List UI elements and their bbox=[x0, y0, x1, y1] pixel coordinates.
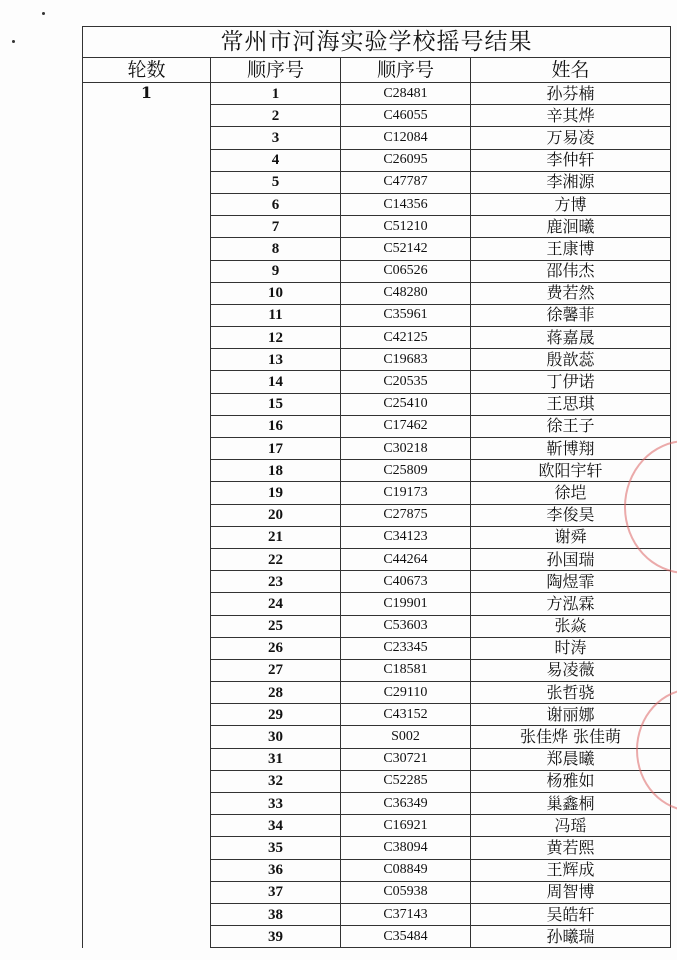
student-name: 万易凌 bbox=[471, 127, 671, 149]
student-name: 张佳烨 张佳萌 bbox=[471, 726, 671, 748]
student-name: 徐王子 bbox=[471, 415, 671, 437]
student-name: 张焱 bbox=[471, 615, 671, 637]
student-name: 张哲骁 bbox=[471, 682, 671, 704]
student-name: 吴皓轩 bbox=[471, 903, 671, 925]
sequence-number: 2 bbox=[211, 105, 341, 127]
lottery-code: C42125 bbox=[341, 327, 471, 349]
student-name: 易凌薇 bbox=[471, 659, 671, 681]
lottery-code: C48280 bbox=[341, 282, 471, 304]
lottery-code: C08849 bbox=[341, 859, 471, 881]
student-name: 巢鑫桐 bbox=[471, 793, 671, 815]
sequence-number: 15 bbox=[211, 393, 341, 415]
lottery-code: C40673 bbox=[341, 571, 471, 593]
lottery-code: C43152 bbox=[341, 704, 471, 726]
lottery-code: C34123 bbox=[341, 526, 471, 548]
lottery-code: C28481 bbox=[341, 83, 471, 105]
student-name: 谢舜 bbox=[471, 526, 671, 548]
round-number: 1 bbox=[83, 83, 211, 948]
sequence-number: 33 bbox=[211, 793, 341, 815]
lottery-code: C18581 bbox=[341, 659, 471, 681]
lottery-code: C36349 bbox=[341, 793, 471, 815]
sequence-number: 32 bbox=[211, 770, 341, 792]
lottery-code: C06526 bbox=[341, 260, 471, 282]
student-name: 时涛 bbox=[471, 637, 671, 659]
lottery-code: C14356 bbox=[341, 193, 471, 215]
sequence-number: 17 bbox=[211, 438, 341, 460]
lottery-code: C30721 bbox=[341, 748, 471, 770]
lottery-code: C37143 bbox=[341, 903, 471, 925]
student-name: 欧阳宇轩 bbox=[471, 460, 671, 482]
lottery-code: C05938 bbox=[341, 881, 471, 903]
sequence-number: 25 bbox=[211, 615, 341, 637]
sequence-number: 9 bbox=[211, 260, 341, 282]
student-name: 辛其烨 bbox=[471, 105, 671, 127]
lottery-code: C27875 bbox=[341, 504, 471, 526]
lottery-code: C19901 bbox=[341, 593, 471, 615]
sequence-number: 38 bbox=[211, 903, 341, 925]
lottery-code: C25410 bbox=[341, 393, 471, 415]
student-name: 蒋嘉晟 bbox=[471, 327, 671, 349]
sequence-number: 13 bbox=[211, 349, 341, 371]
student-name: 黄若熙 bbox=[471, 837, 671, 859]
sequence-number: 21 bbox=[211, 526, 341, 548]
lottery-code: C53603 bbox=[341, 615, 471, 637]
sequence-number: 6 bbox=[211, 193, 341, 215]
sequence-number: 4 bbox=[211, 149, 341, 171]
lottery-code: C20535 bbox=[341, 371, 471, 393]
sequence-number: 23 bbox=[211, 571, 341, 593]
student-name: 李仲轩 bbox=[471, 149, 671, 171]
student-name: 费若然 bbox=[471, 282, 671, 304]
student-name: 冯瑶 bbox=[471, 815, 671, 837]
sequence-number: 10 bbox=[211, 282, 341, 304]
student-name: 杨雅如 bbox=[471, 770, 671, 792]
lottery-code: C52142 bbox=[341, 238, 471, 260]
sequence-number: 30 bbox=[211, 726, 341, 748]
speck bbox=[42, 12, 45, 15]
student-name: 郑晨曦 bbox=[471, 748, 671, 770]
sequence-number: 18 bbox=[211, 460, 341, 482]
sequence-number: 19 bbox=[211, 482, 341, 504]
student-name: 孙芬楠 bbox=[471, 83, 671, 105]
lottery-code: C46055 bbox=[341, 105, 471, 127]
lottery-code: C29110 bbox=[341, 682, 471, 704]
sequence-number: 27 bbox=[211, 659, 341, 681]
student-name: 徐垲 bbox=[471, 482, 671, 504]
lottery-results-table bbox=[82, 26, 671, 948]
sequence-number: 28 bbox=[211, 682, 341, 704]
sequence-number: 37 bbox=[211, 881, 341, 903]
lottery-code: C51210 bbox=[341, 216, 471, 238]
header-seq: 顺序号 bbox=[211, 58, 341, 83]
student-name: 孙曦瑞 bbox=[471, 926, 671, 948]
page-title: 常州市河海实验学校摇号结果 bbox=[83, 27, 671, 58]
sequence-number: 39 bbox=[211, 926, 341, 948]
student-name: 方泓霖 bbox=[471, 593, 671, 615]
lottery-code: C16921 bbox=[341, 815, 471, 837]
student-name: 孙国瑞 bbox=[471, 548, 671, 570]
header-row bbox=[83, 58, 671, 83]
lottery-code: C35484 bbox=[341, 926, 471, 948]
sequence-number: 29 bbox=[211, 704, 341, 726]
sequence-number: 35 bbox=[211, 837, 341, 859]
student-name: 鹿洄曦 bbox=[471, 216, 671, 238]
lottery-code: C30218 bbox=[341, 438, 471, 460]
lottery-code: C44264 bbox=[341, 548, 471, 570]
student-name: 方博 bbox=[471, 193, 671, 215]
student-name: 殷歆蕊 bbox=[471, 349, 671, 371]
lottery-code: C17462 bbox=[341, 415, 471, 437]
student-name: 谢丽娜 bbox=[471, 704, 671, 726]
sequence-number: 1 bbox=[211, 83, 341, 105]
student-name: 王思琪 bbox=[471, 393, 671, 415]
lottery-code: C26095 bbox=[341, 149, 471, 171]
student-name: 靳博翔 bbox=[471, 438, 671, 460]
sequence-number: 16 bbox=[211, 415, 341, 437]
lottery-code: C25809 bbox=[341, 460, 471, 482]
title-row bbox=[83, 27, 671, 58]
lottery-code: C12084 bbox=[341, 127, 471, 149]
student-name: 王辉成 bbox=[471, 859, 671, 881]
sequence-number: 14 bbox=[211, 371, 341, 393]
results-body bbox=[83, 83, 671, 948]
sequence-number: 34 bbox=[211, 815, 341, 837]
lottery-code: C19683 bbox=[341, 349, 471, 371]
lottery-code: C38094 bbox=[341, 837, 471, 859]
lottery-code: C52285 bbox=[341, 770, 471, 792]
student-name: 丁伊诺 bbox=[471, 371, 671, 393]
sequence-number: 7 bbox=[211, 216, 341, 238]
student-name: 陶煜霏 bbox=[471, 571, 671, 593]
sequence-number: 24 bbox=[211, 593, 341, 615]
sequence-number: 11 bbox=[211, 304, 341, 326]
student-name: 邵伟杰 bbox=[471, 260, 671, 282]
sequence-number: 22 bbox=[211, 548, 341, 570]
student-name: 李俊昊 bbox=[471, 504, 671, 526]
table-row bbox=[83, 83, 671, 105]
header-name: 姓名 bbox=[471, 58, 671, 83]
sequence-number: 20 bbox=[211, 504, 341, 526]
sequence-number: 12 bbox=[211, 327, 341, 349]
student-name: 李湘源 bbox=[471, 171, 671, 193]
student-name: 王康博 bbox=[471, 238, 671, 260]
student-name: 周智博 bbox=[471, 881, 671, 903]
sequence-number: 3 bbox=[211, 127, 341, 149]
speck bbox=[12, 40, 15, 43]
lottery-code: C23345 bbox=[341, 637, 471, 659]
sequence-number: 31 bbox=[211, 748, 341, 770]
sequence-number: 36 bbox=[211, 859, 341, 881]
lottery-code: C47787 bbox=[341, 171, 471, 193]
lottery-code: C19173 bbox=[341, 482, 471, 504]
header-round: 轮数 bbox=[83, 58, 211, 83]
lottery-code: S002 bbox=[341, 726, 471, 748]
student-name: 徐馨菲 bbox=[471, 304, 671, 326]
sequence-number: 26 bbox=[211, 637, 341, 659]
sequence-number: 5 bbox=[211, 171, 341, 193]
header-code: 顺序号 bbox=[341, 58, 471, 83]
lottery-code: C35961 bbox=[341, 304, 471, 326]
sequence-number: 8 bbox=[211, 238, 341, 260]
